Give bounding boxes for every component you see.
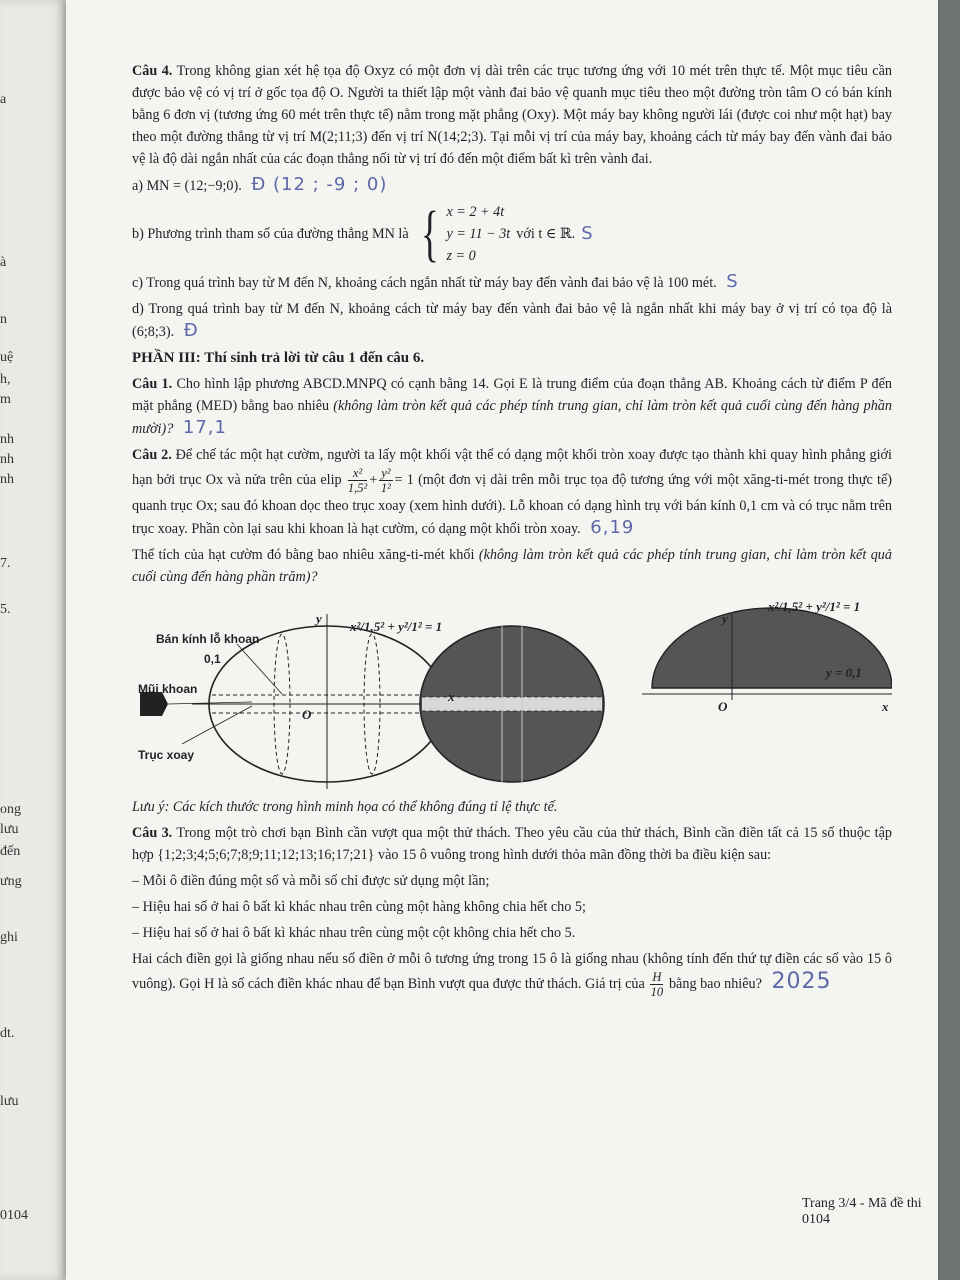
question-4-title: Câu 4. <box>132 63 173 79</box>
question-2-question: Thể tích của hạt cườm đó bằng bao nhiêu xăng-ti-mét khối <box>132 547 475 563</box>
question-2-instruction: (không làm tròn kết quả các phép tính trung gian, chỉ làm tròn kết quả cuối cùng đến hàng phần trăm)? <box>132 547 892 585</box>
question-1-title: Câu 1. <box>132 376 173 392</box>
condition-item: – Mỗi ô điền đúng một số và mỗi số chỉ được sử dụng một lần; <box>132 873 490 889</box>
y-axis-label: y <box>316 611 322 626</box>
margin-fragment: n <box>0 312 7 327</box>
margin-fragment: nh <box>0 432 14 447</box>
question-2-title: Câu 2. <box>132 447 172 463</box>
exam-page <box>66 0 938 1280</box>
page-content <box>132 60 892 1003</box>
margin-fragment: lưu <box>0 1094 19 1109</box>
margin-fragment: h, <box>0 372 11 387</box>
fraction-numerator: H <box>652 970 662 984</box>
equation-x: x = 2 + 4t <box>446 204 505 220</box>
origin-label: O <box>302 707 312 722</box>
handwritten-answer: S <box>581 223 594 244</box>
page-footer: Trang 3/4 - Mã đề thi 0104 <box>802 1196 922 1227</box>
handwritten-answer: S <box>726 271 739 292</box>
question-2-text-2: (một đơn vị dài trên mỗi trục tọa độ tương ứng với một xăng-ti-mét trong thực tế) quanh trục Ox; sau đó khoan dọc theo trục xoay (xem hình dưới). Lỗ khoan có dạng hình trụ với bán kính 0,1 cm và có trục nằm trên trục xoay. Phần còn lại sau khi khoan là hạt cườm, có dạng một khối tròn xoay. <box>132 471 892 537</box>
margin-fragment: 0104 <box>0 1208 28 1223</box>
question-3-text: Trong một trò chơi bạn Bình cần vượt qua một thử thách. Theo yêu cầu của thử thách, Bình cần điền tất cả 15 số thuộc tập hợp {1;2;3;4;5;6;7;8;9;11;12;13;16;17;21} vào 15 ô vuông trong hình dưới thỏa mãn đồng thời ba điều kiện sau: <box>132 825 892 863</box>
origin-label-right: O <box>718 699 728 714</box>
statement-b-suffix: với t ∈ ℝ. <box>516 226 576 242</box>
margin-fragment: ong <box>0 802 21 817</box>
condition-item: – Hiệu hai số ở hai ô bất kì khác nhau trên cùng một hàng không chia hết cho 5; <box>132 899 586 915</box>
handwritten-answer: Đ <box>183 320 199 341</box>
figure-note: Lưu ý: Các kích thước trong hình minh họa có thể không đúng tỉ lệ thực tế. <box>132 799 558 815</box>
fraction-h <box>650 970 663 999</box>
question-2: Câu 2. Để chế tác một hạt cườm, người ta lấy một khối vật thể có dạng một khối tròn xoay được tạo thành khi quay hình phẳng giới hạn bởi trục Ox và nửa trên của elip $\frac{\text{x²}}{\text{1,5²}}$ + $\frac{\text{y²}}{\text{1²}}$ = 1 (một đơn vị dài trên mỗi trục tọa độ tương ứng với một xăng-ti-mét trong thực tế) quanh trục Ox; sau đó khoan dọc theo trục xoay (xem hình dưới). Lỗ khoan có dạng hình trụ với bán kính 0,1 cm và có trục nằm trên trục xoay. Phần còn lại sau khi khoan là hạt cườm, có dạng một khối tròn xoay. 6,19 <box>132 447 893 538</box>
equation-tail: = 1 <box>394 471 414 488</box>
equation-z: z = 0 <box>446 248 476 264</box>
handwritten-answer: 17,1 <box>182 417 227 438</box>
label-drill-radius: Bán kính lỗ khoan <box>156 632 260 646</box>
handwritten-answer: 2025 <box>771 968 832 994</box>
question-4-d <box>132 298 892 343</box>
question-1-text: Cho hình lập phương ABCD.MNPQ có cạnh bằng 14. Gọi E là trung điểm của đoạn thẳng AB. Khoảng cách từ điểm P đến mặt phẳng (MED) bằng bao nhiêu <box>132 376 893 414</box>
previous-page-edge <box>0 0 66 1280</box>
bead-figure <box>132 594 892 794</box>
margin-fragment: dt. <box>0 1026 15 1041</box>
fraction-denominator: 10 <box>650 985 664 999</box>
x-axis-label: x <box>448 689 455 704</box>
question-3-text-3: bằng bao nhiêu? <box>668 975 762 992</box>
margin-fragment: 5. <box>0 602 11 617</box>
fraction-y <box>379 466 392 495</box>
statement-d: d) Trong quá trình bay từ M đến N, khoảng cách từ máy bay đến vành đai bảo vệ là ngắn nhất khi máy bay ở vị trí có tọa độ là (6;8;3). <box>132 301 892 340</box>
question-1 <box>132 373 892 440</box>
equation-y: y = 11 − 3t <box>446 226 511 242</box>
label-radius-value: 0,1 <box>204 652 221 666</box>
handwritten-answer: 6,19 <box>590 517 635 538</box>
pointer-line <box>182 706 252 744</box>
brace-symbol: { <box>420 200 439 268</box>
margin-fragment: uệ <box>0 350 14 365</box>
question-4-text: Trong không gian xét hệ tọa độ Oxyz có một đơn vị dài trên các trục tương ứng với 10 mét trên thực tế. Một mục tiêu cần được bảo vệ có vị trí ở gốc tọa độ O. Người ta thiết lập một vành đai bảo vệ quanh mục tiêu theo một đường tròn tâm O có bán kính bằng 6 đơn vị (tương ứng 60 mét trên thực tế) nằm trong mặt phẳng (Oxy). Một máy bay không người lái (được coi như một hạt) bay theo một đường thẳng từ vị trí M(2;11;3) đến vị trí N(14;2;3). Tại mỗi vị trí của máy bay, khoảng cách từ máy bay đến vành đai bảo vệ là độ dài ngắn nhất của các đoạn thẳng nối từ vị trí đó đến một điểm bất kì trên vành đai. <box>132 63 892 167</box>
margin-fragment: nh <box>0 452 14 467</box>
margin-fragment: đến <box>0 844 21 859</box>
part-3-title: PHẦN III: Thí sinh trả lời từ câu 1 đến câu 6. <box>132 350 425 366</box>
ellipse-equation-right: x²/1,5² + y²/1² = 1 <box>768 599 861 614</box>
margin-fragment: nh <box>0 472 14 487</box>
handwritten-answer: Đ (12 ; -9 ; 0) <box>251 174 388 195</box>
margin-fragment: a <box>0 92 7 107</box>
fraction-x <box>348 466 367 495</box>
question-1-instruction: (không làm tròn kết quả các phép tính trung gian, chỉ làm tròn kết quả cuối cùng đến hàng phần mười)? <box>132 398 892 437</box>
statement-a: a) MN = (12;−9;0). <box>132 178 242 194</box>
question-4-c <box>132 271 892 294</box>
question-4-intro <box>132 60 892 170</box>
question-3-text-2: Hai cách điền gọi là giống nhau nếu số điền ở mỗi ô tương ứng trong 15 ô là giống nhau (không tính đến thứ tự điền các số vào 15 ô vuông). Gọi H là số cách điền khác nhau để bạn Bình vượt qua được thử thách. Giá trị của <box>132 951 892 992</box>
question-2-ask <box>132 544 892 588</box>
question-3 <box>132 822 892 866</box>
fraction-denominator: 1,5² <box>347 481 368 495</box>
margin-fragment: à <box>0 255 7 270</box>
question-4-a <box>132 174 892 197</box>
fraction-numerator: y² <box>381 466 391 480</box>
statement-b: b) Phương trình tham số của đường thẳng MN là <box>132 226 409 242</box>
condition-item: – Hiệu hai số ở hai ô bất kì khác nhau trên cùng một cột không chia hết cho 5. <box>132 925 576 941</box>
bead-diagram <box>132 594 892 794</box>
label-drill-bit: Mũi khoan <box>138 682 198 696</box>
margin-fragment: m <box>0 392 11 407</box>
margin-fragment: ghi <box>0 930 18 945</box>
margin-fragment: 7. <box>0 556 11 571</box>
margin-fragment: lưu <box>0 822 19 837</box>
question-2-text: Để chế tác một hạt cườm, người ta lấy một khối vật thể có dạng một khối tròn xoay được tạo thành khi quay hình phẳng giới hạn bởi trục Ox và nửa trên của elip <box>132 447 893 488</box>
parametric-system <box>415 201 511 267</box>
fraction-numerator: x² <box>348 466 367 481</box>
statement-c: c) Trong quá trình bay từ M đến N, khoảng cách ngắn nhất từ máy bay đến vành đai bảo vệ là 100 mét. <box>132 275 717 291</box>
label-rotation-axis: Trục xoay <box>138 748 195 762</box>
x-axis-label-right: x <box>882 699 889 714</box>
question-4-b <box>132 201 892 267</box>
line-label: y = 0,1 <box>826 665 862 680</box>
y-axis-label-right: y <box>722 611 728 626</box>
question-3-continued <box>132 948 892 999</box>
margin-fragment: ưng <box>0 874 22 889</box>
fraction-denominator: 1² <box>380 481 391 495</box>
ellipse-equation: x²/1,5² + y²/1² = 1 <box>350 619 443 634</box>
question-3-title: Câu 3. <box>132 825 173 841</box>
